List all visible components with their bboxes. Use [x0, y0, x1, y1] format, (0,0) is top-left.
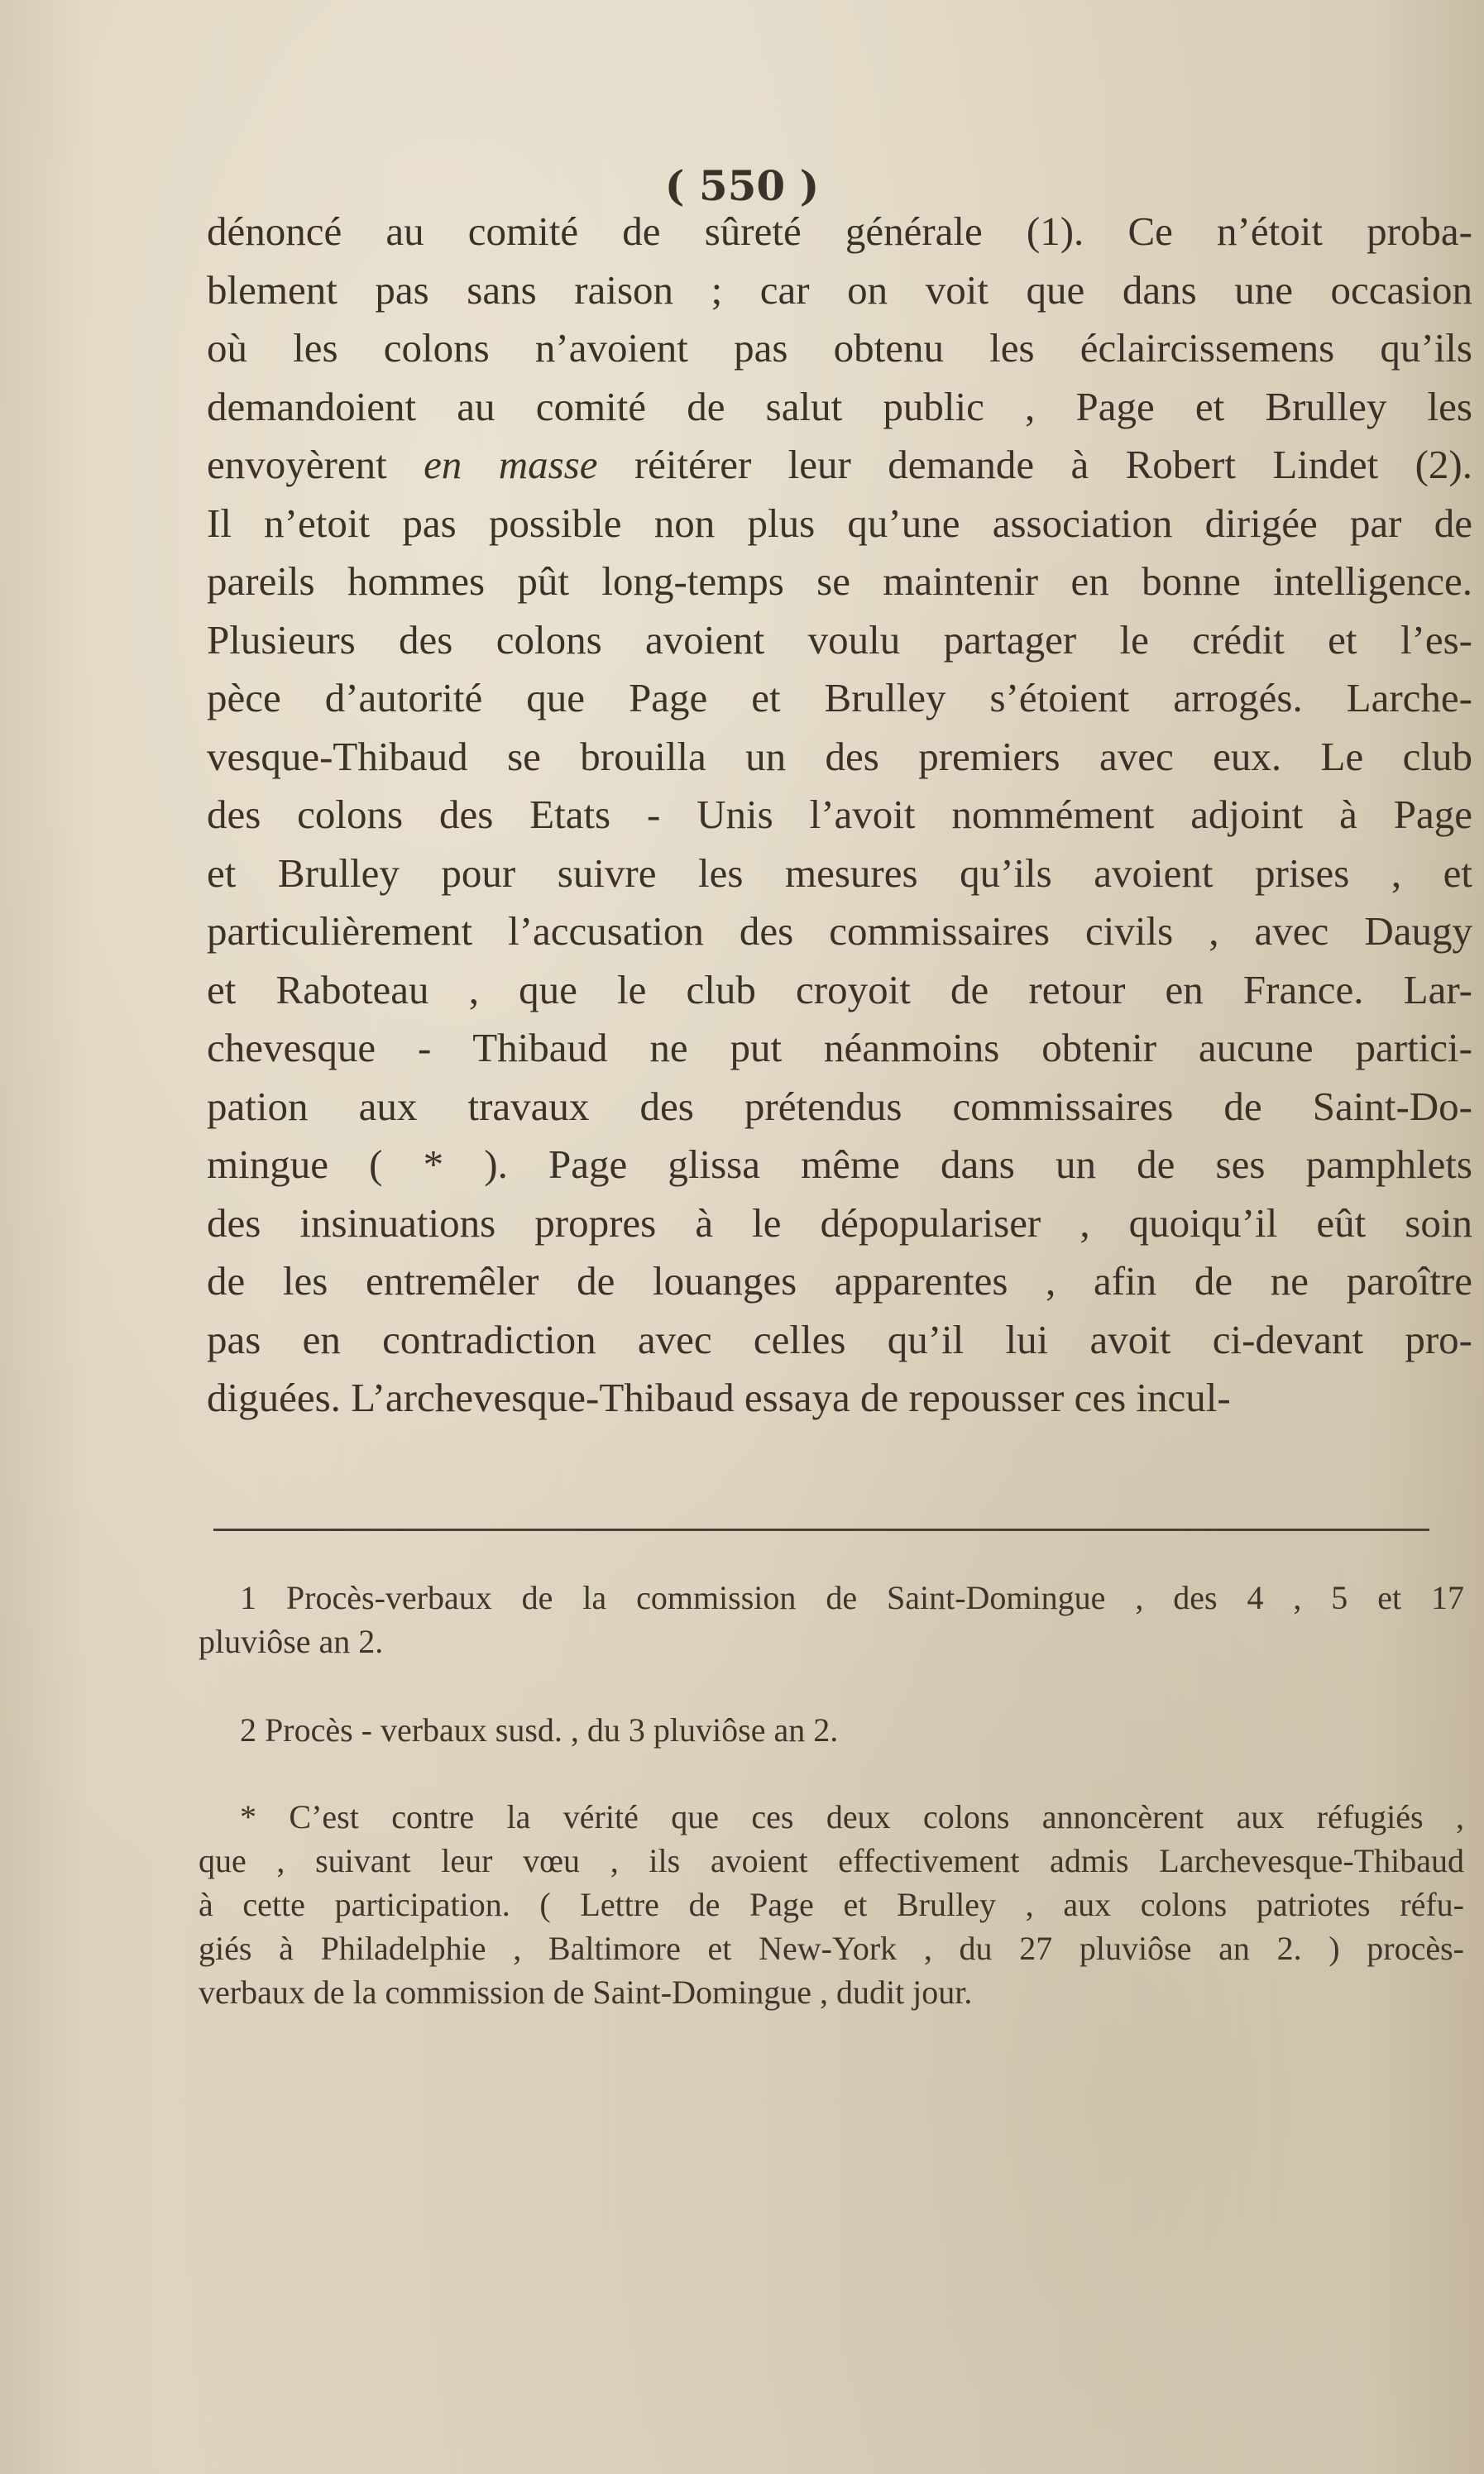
- text-line: particulièrement l’accusation des commissaires civils , avec Daugy: [207, 908, 1472, 954]
- text-line: chevesque - Thibaud ne put néanmoins obtenir aucune partici-: [207, 1025, 1472, 1070]
- text-line: pèce d’autorité que Page et Brulley s’étoient arrogés. Larche-: [207, 675, 1472, 720]
- italic-phrase: en masse: [424, 442, 598, 487]
- text-line: Il n’etoit pas possible non plus qu’une association dirigée par de: [207, 500, 1472, 546]
- text-line-start: envoyèrent: [207, 442, 424, 487]
- footnote-text: Procès-verbaux de la commission de Saint-Domingue , des 4 , 5 et 17: [285, 1579, 1465, 1616]
- footnote-line: [199, 1708, 1464, 1752]
- text-line: [207, 436, 1472, 495]
- footnote-1: [199, 1576, 1464, 1663]
- footnote-line: verbaux de la commission de Saint-Domingue , dudit jour.: [199, 1974, 973, 2011]
- footnote-text: Procès - verbaux susd. , du 3 pluviôse an 2.: [265, 1711, 839, 1749]
- text-line: pas en contradiction avec celles qu’il lui avoit ci-devant pro-: [207, 1316, 1472, 1362]
- text-line: Plusieurs des colons avoient voulu partager le crédit et l’es-: [207, 616, 1472, 663]
- text-line: des insinuations propres à le dépopulariser , quoiqu’il eût soin: [207, 1199, 1472, 1246]
- text-line: des colons des Etats - Unis l’avoit nommément adjoint à Page: [207, 792, 1472, 837]
- paragraph: [207, 203, 1472, 1428]
- footnote-line: que , suivant leur vœu , ils avoient effectivement admis Larchevesque-Thibaud: [199, 1842, 1464, 1879]
- text-line: de les entremêler de louanges apparentes , afin de ne paroître: [207, 1258, 1472, 1304]
- text-line: blement pas sans raison ; car on voit que dans une occasion: [207, 266, 1472, 313]
- text-line: et Brulley pour suivre les mesures qu’ils avoient prises , et: [207, 849, 1472, 896]
- footnote-star: [199, 1795, 1464, 2014]
- main-text: [207, 203, 1472, 1428]
- text-line: où les colons n’avoient pas obtenu les éclaircissemens qu’ils: [207, 325, 1472, 371]
- footnote-marker: 1: [240, 1579, 256, 1616]
- text-line: et Raboteau , que le club croyoit de retour en France. Lar-: [207, 966, 1472, 1012]
- footnote-line: giés à Philadelphie , Baltimore et New-York , du 27 pluviôse an 2. ) procès-: [199, 1930, 1464, 1967]
- footnote-line: [199, 1576, 1464, 1620]
- text-line: pareils hommes pût long-temps se maintenir en bonne intelligence.: [207, 558, 1472, 604]
- text-line: pation aux travaux des prétendus commissaires de Saint-Do-: [207, 1083, 1472, 1129]
- text-line-end: réitérer leur demande à Robert Lindet (2).: [597, 442, 1472, 487]
- footnote-line: pluviôse an 2.: [199, 1623, 384, 1660]
- footnote-line: [199, 1795, 1464, 1839]
- page-number-text: ( 550 ): [664, 161, 820, 210]
- footnote-line: à cette participation. ( Lettre de Page et Brulley , aux colons patriotes réfu-: [199, 1886, 1464, 1923]
- text-line: vesque-Thibaud se brouilla un des premiers avec eux. Le club: [207, 733, 1472, 779]
- text-line: dénoncé au comité de sûreté générale (1). Ce n’étoit proba-: [207, 208, 1472, 254]
- footnote-2: [199, 1708, 1464, 1752]
- footnote-separator-rule: [213, 1529, 1429, 1531]
- text-line: demandoient au comité de salut public , Page et Brulley les: [207, 383, 1472, 429]
- text-line: diguées. L’archevesque-Thibaud essaya de repousser ces incul-: [207, 1375, 1231, 1420]
- footnote-marker: *: [240, 1798, 256, 1835]
- text-line: mingue ( * ). Page glissa même dans un de ses pamphlets: [207, 1141, 1472, 1187]
- footnote-text: C’est contre la vérité que ces deux colons annoncèrent aux réfugiés ,: [289, 1798, 1465, 1835]
- footnote-marker: 2: [240, 1711, 256, 1749]
